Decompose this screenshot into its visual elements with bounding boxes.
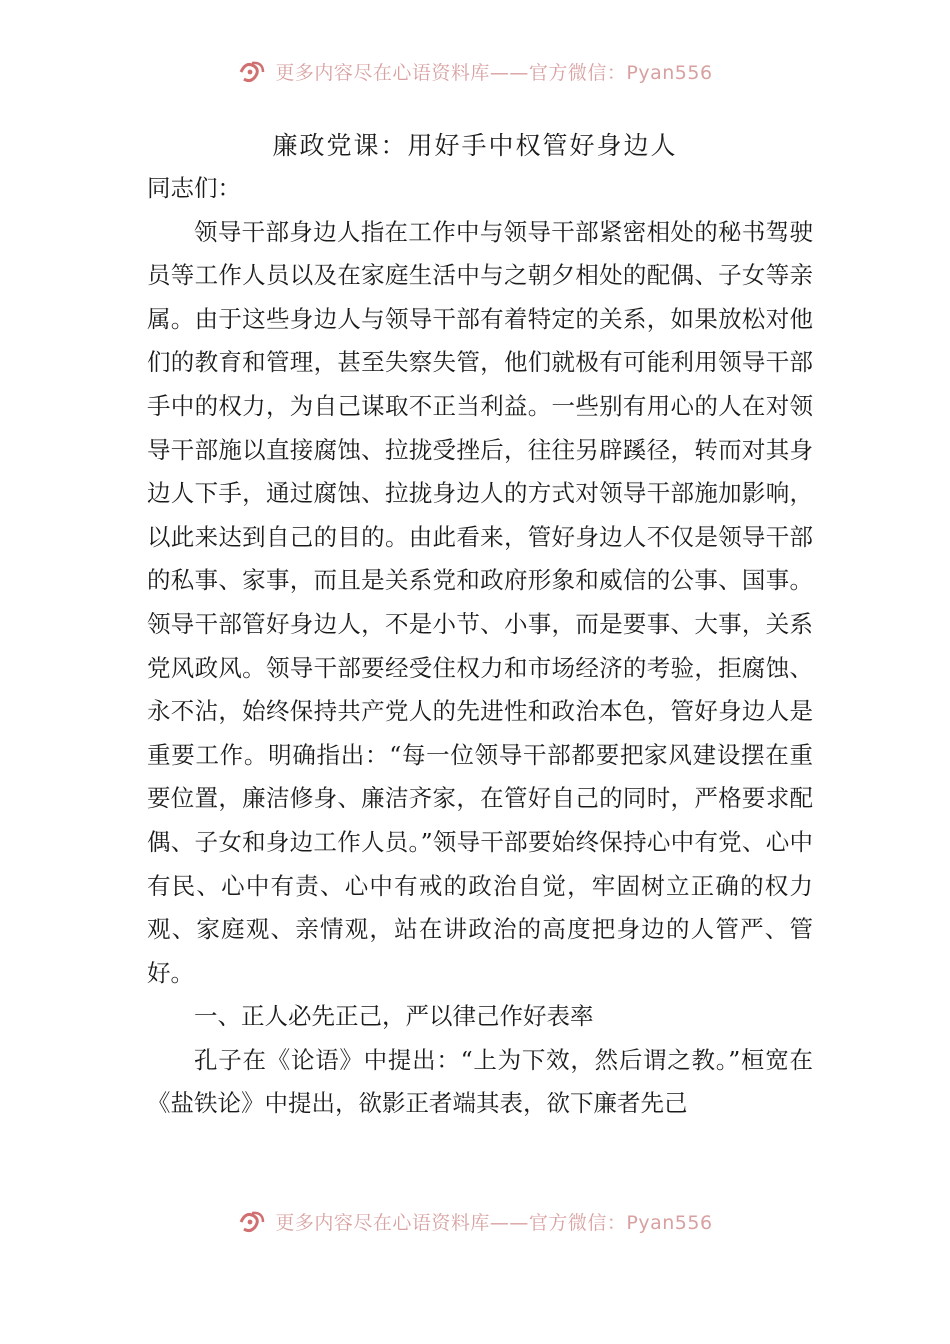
greeting: 同志们： (147, 174, 241, 202)
watermark-text: 更多内容尽在心语资料库——官方微信：Pyan556 (275, 61, 713, 84)
paragraph: 领导干部身边人指在工作中与领导干部紧密相处的秘书驾驶员等工作人员以及在家庭生活中与之朝夕相处的配偶、子女等亲属。由于这些身边人与领导干部有着特定的关系，如果放松对他们的教育和管理，甚至失察失管，他们就极有可能利用领导干部手中的权力，为自己谋取不正当利益。一些别有用心的人在对领导干部施以直接腐蚀、拉拢受挫后，往往另辟蹊径，转而对其身边人下手，通过腐蚀、拉拢身边人的方式对领导干部施加影响，以此来达到自己的目的。由此看来，管好身边人不仅是领导干部的私事、家事，而且是关系党和政府形象和威信的公事、国事。领导干部管好身边人，不是小节、小事，而是要事、大事，关系党风政风。领导干部要经受住权力和市场经济的考验，拒腐蚀、永不沾，始终保持共产党人的先进性和政治本色，管好身边人是重要工作。明确指出：“每一位领导干部都要把家风建设摆在重要位置，廉洁修身、廉洁齐家，在管好自己的同时，严格要求配偶、子女和身边工作人员。”领导干部要始终保持心中有党、心中有民、心中有责、心中有戒的政治自觉，牢固树立正确的权力观、家庭观、亲情观，站在讲政治的高度把身边的人管严、管好。 (147, 217, 813, 987)
watermark-text: 更多内容尽在心语资料库——官方微信：Pyan556 (275, 1211, 713, 1234)
paragraph: 孔子在《论语》中提出：“上为下效，然后谓之教。”桓宽在《盐铁论》中提出，欲影正者端其表，欲下廉者先己 (147, 1045, 813, 1118)
watermark-logo-icon (237, 58, 267, 84)
section-heading: 一、正人必先正己，严以律己作好表率 (194, 1002, 594, 1031)
watermark-logo-icon (237, 1208, 267, 1234)
watermark-header (0, 56, 950, 86)
document-title: 廉政党课：用好手中权管好身边人 (272, 131, 678, 160)
watermark-footer (0, 1206, 950, 1236)
document-body (147, 167, 813, 1126)
